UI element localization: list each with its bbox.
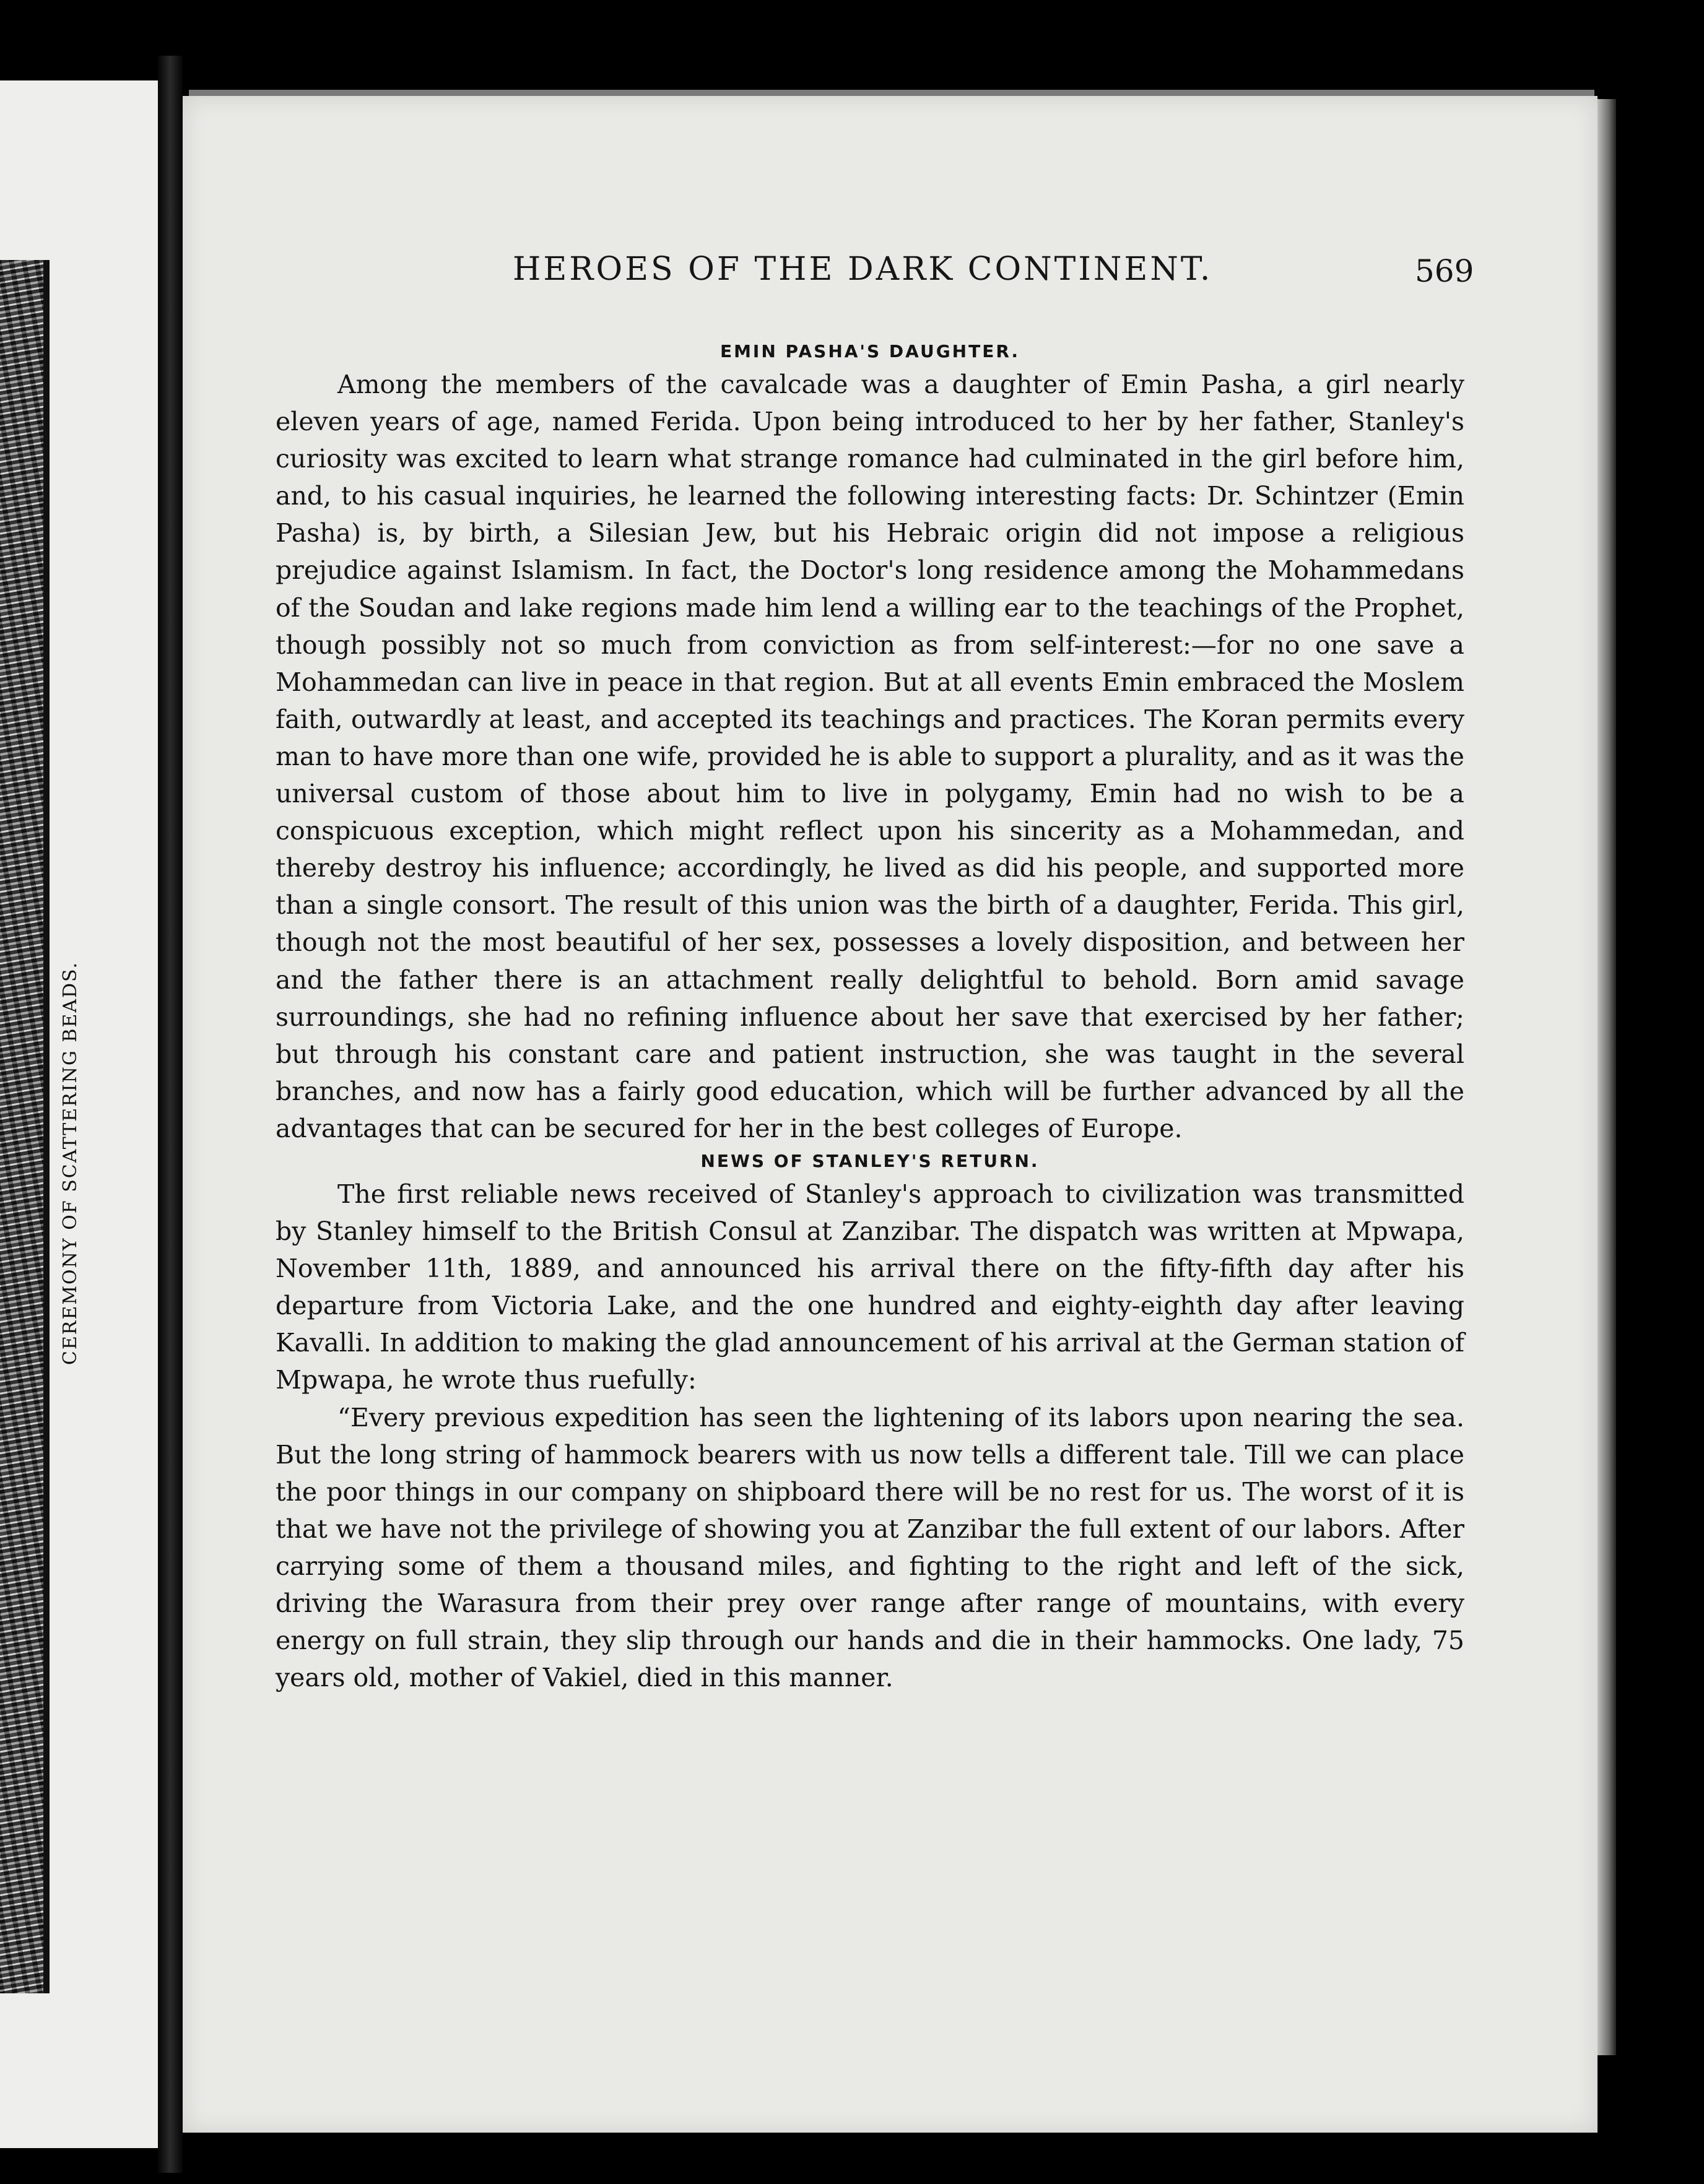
- book-gutter: [158, 56, 183, 2173]
- section-heading: EMIN PASHA'S DAUGHTER.: [719, 341, 1020, 362]
- running-head-title: HEROES OF THE DARK CONTINENT.: [513, 251, 1213, 288]
- paragraph: “Every previous expedition has seen the lightening of its labors upon nearing the sea. But the long string of hammock bearers with us now tells a different tale. Till we can place the poor things in our company on shipboard there will be no rest for us. The worst of it is that we have not the privilege of showing you at Zanzibar the full extent of our labors. After carrying some of them a thousand miles, and fighting to the right and left of the sick, driving the Warasura from their prey over range after range of mountains, with every energy on full strain, they slip through our hands and die in their hammocks. One lady, 75 years old, mother of Vakiel, died in this manner.: [276, 1402, 1464, 1693]
- page-edge-shadow: [1598, 99, 1616, 2055]
- text-block: [276, 337, 1464, 1696]
- book-page: [183, 96, 1598, 2133]
- page-number: 569: [1415, 253, 1474, 289]
- running-head: [183, 251, 1598, 306]
- facing-page: [0, 80, 158, 2148]
- paragraph: The first reliable news received of Stanley's approach to civilization was transmitted by Stanley himself to the British Consul at Zanzibar. The dispatch was written at Mpwapa, November 11th, 1889, and announced his arrival there on the fifty-fifth day after his departure from Victoria Lake, and the one hundred and eighty-eighth day after leaving Kavalli. In addition to making the glad announcement of his arrival at the German station of Mpwapa, he wrote thus ruefully:: [276, 1179, 1464, 1395]
- illustration-caption: CEREMONY OF SCATTERING BEADS.: [59, 961, 81, 1365]
- facing-page-illustration: [0, 260, 50, 1993]
- section-heading: NEWS OF STANLEY'S RETURN.: [700, 1150, 1040, 1171]
- paragraph: Among the members of the cavalcade was a daughter of Emin Pasha, a girl nearly eleven years of age, named Ferida. Upon being introduced to her by her father, Stanley's curiosity was excited to learn what strange romance had culminated in the girl before him, and, to his casual inquiries, he learned the following interesting facts: Dr. Schintzer (Emin Pasha) is, by birth, a Silesian Jew, but his Hebraic origin did not impose a religious prejudice against Islamism. In fact, the Doctor's long residence among the Mohammedans of the Soudan and lake regions made him lend a willing ear to the teachings of the Prophet, though possibly not so much from conviction as from self-interest:—for no one save a Mohammedan can live in peace in that region. But at all events Emin embraced the Moslem faith, outwardly at least, and accepted its teachings and practices. The Koran permits every man to have more than one wife, provided he is able to support a plurality, and as it was the universal custom of those about him to live in polygamy, Emin had no wish to be a conspicuous exception, which might reflect upon his sincerity as a Mohammedan, and thereby destroy his influence; accordingly, he lived as did his people, and supported more than a single consort. The result of this union was the birth of a daughter, Ferida. This girl, though not the most beautiful of her sex, possesses a lovely disposition, and between her and the father there is an attachment really delightful to behold. Born amid savage surroundings, she had no refining influence about her save that exercised by her father; but through his constant care and patient instruction, she was taught in the several branches, and now has a fairly good education, which will be further advanced by all the advantages that can be secured for her in the best colleges of Europe.: [276, 370, 1464, 1143]
